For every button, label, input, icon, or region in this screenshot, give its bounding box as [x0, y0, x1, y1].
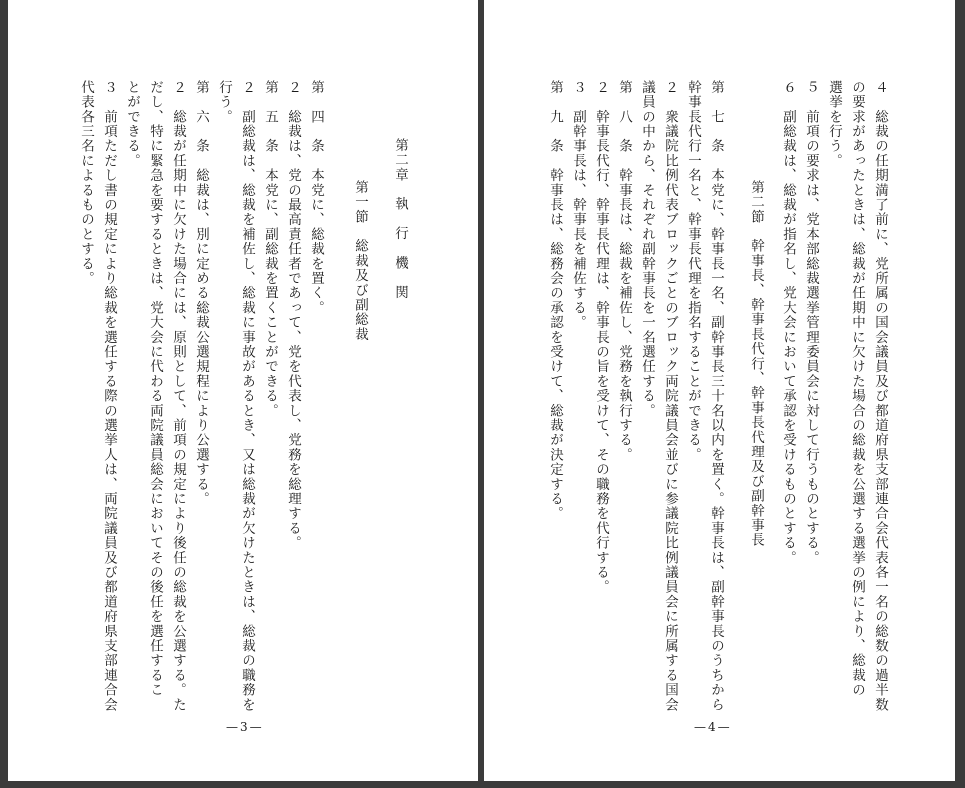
article-7: 第 七 条 本党に、幹事長一名、副幹事長三十名以内を置く。幹事長は、副幹事長のうちから	[708, 80, 724, 713]
article-6-para-4-cont: の要求があったときは、総裁が任期中に欠けた場合の総裁を公選する選挙の例により、総裁の	[849, 80, 865, 698]
article-6-para-5: ５ 前項の要求は、党本部総裁選挙管理委員会に対して行うものとする。	[803, 80, 819, 566]
right-page	[484, 0, 955, 781]
article-8-para-2: ２ 幹事長代行、幹事長代理は、幹事長の旨を受けて、その職務を代行する。	[593, 80, 609, 595]
article-8-para-3: ３ 副幹事長は、幹事長を補佐する。	[570, 80, 586, 330]
section-title: 第一節 総裁及び副総裁	[352, 180, 368, 342]
article-6-para-3: ３ 前項ただし書の規定により総裁を選任する際の選挙人は、両院議員及び都道府県支部連合会	[101, 80, 117, 713]
left-page	[8, 0, 478, 781]
article-8: 第 八 条 幹事長は、総裁を補佐し、党務を執行する。	[616, 80, 632, 463]
article-6-para-6: ６ 副総裁は、総裁が指名し、党大会において承認を受けるものとする。	[780, 80, 796, 566]
article-7-para-2-cont: 議員の中から、それぞれ副幹事長を一名選任する。	[639, 80, 655, 419]
chapter-title: 第二章 執 行 機 関	[392, 138, 408, 300]
page-number: —3—	[226, 720, 264, 734]
article-5-para-2: ２ 副総裁は、総裁を補佐し、総裁に事故があるとき、又は総裁が欠けたときは、総裁の職務を	[239, 80, 255, 713]
article-6-para-4: ４ 総裁の任期満了前に、党所属の国会議員及び都道府県支部連合会代表各一名の総数の過半数	[872, 80, 888, 713]
article-6: 第 六 条 総裁は、別に定める総裁公選規程により公選する。	[193, 80, 209, 507]
article-4: 第 四 条 本党に、総裁を置く。	[308, 80, 324, 316]
page-number: —4—	[694, 720, 732, 734]
article-7-para-2: ２ 衆議院比例代表ブロックごとのブロック両院議員会並びに参議院比例議員会に所属する国会	[662, 80, 678, 713]
article-9: 第 九 条 幹事長は、総務会の承認を受けて、総裁が決定する。	[547, 80, 563, 521]
article-6-para-2: ２ 総裁が任期中に欠けた場合には、原則として、前項の規定により後任の総裁を公選する。た	[170, 80, 186, 713]
article-5-para-2-cont: 行う。	[216, 80, 232, 125]
article-6-para-2-cont: だし、特に緊急を要するときは、党大会に代わる両院議員総会においてその後任を選任するこ	[147, 80, 163, 698]
article-7-cont: 幹事長代行一名と、幹事長代理を指名することができる。	[685, 80, 701, 463]
article-4-para-2: ２ 総裁は、党の最高責任者であって、党を代表し、党務を総理する。	[285, 80, 301, 551]
article-5: 第 五 条 本党に、副総裁を置くことができる。	[262, 80, 278, 419]
article-6-para-2-end: とができる。	[124, 80, 140, 169]
section-title: 第二節 幹事長、幹事長代行、幹事長代理及び副幹事長	[748, 180, 764, 548]
article-6-para-3-cont: 代表各三名によるものとする。	[78, 80, 94, 286]
article-6-para-4-end: 選挙を行う。	[826, 80, 842, 169]
